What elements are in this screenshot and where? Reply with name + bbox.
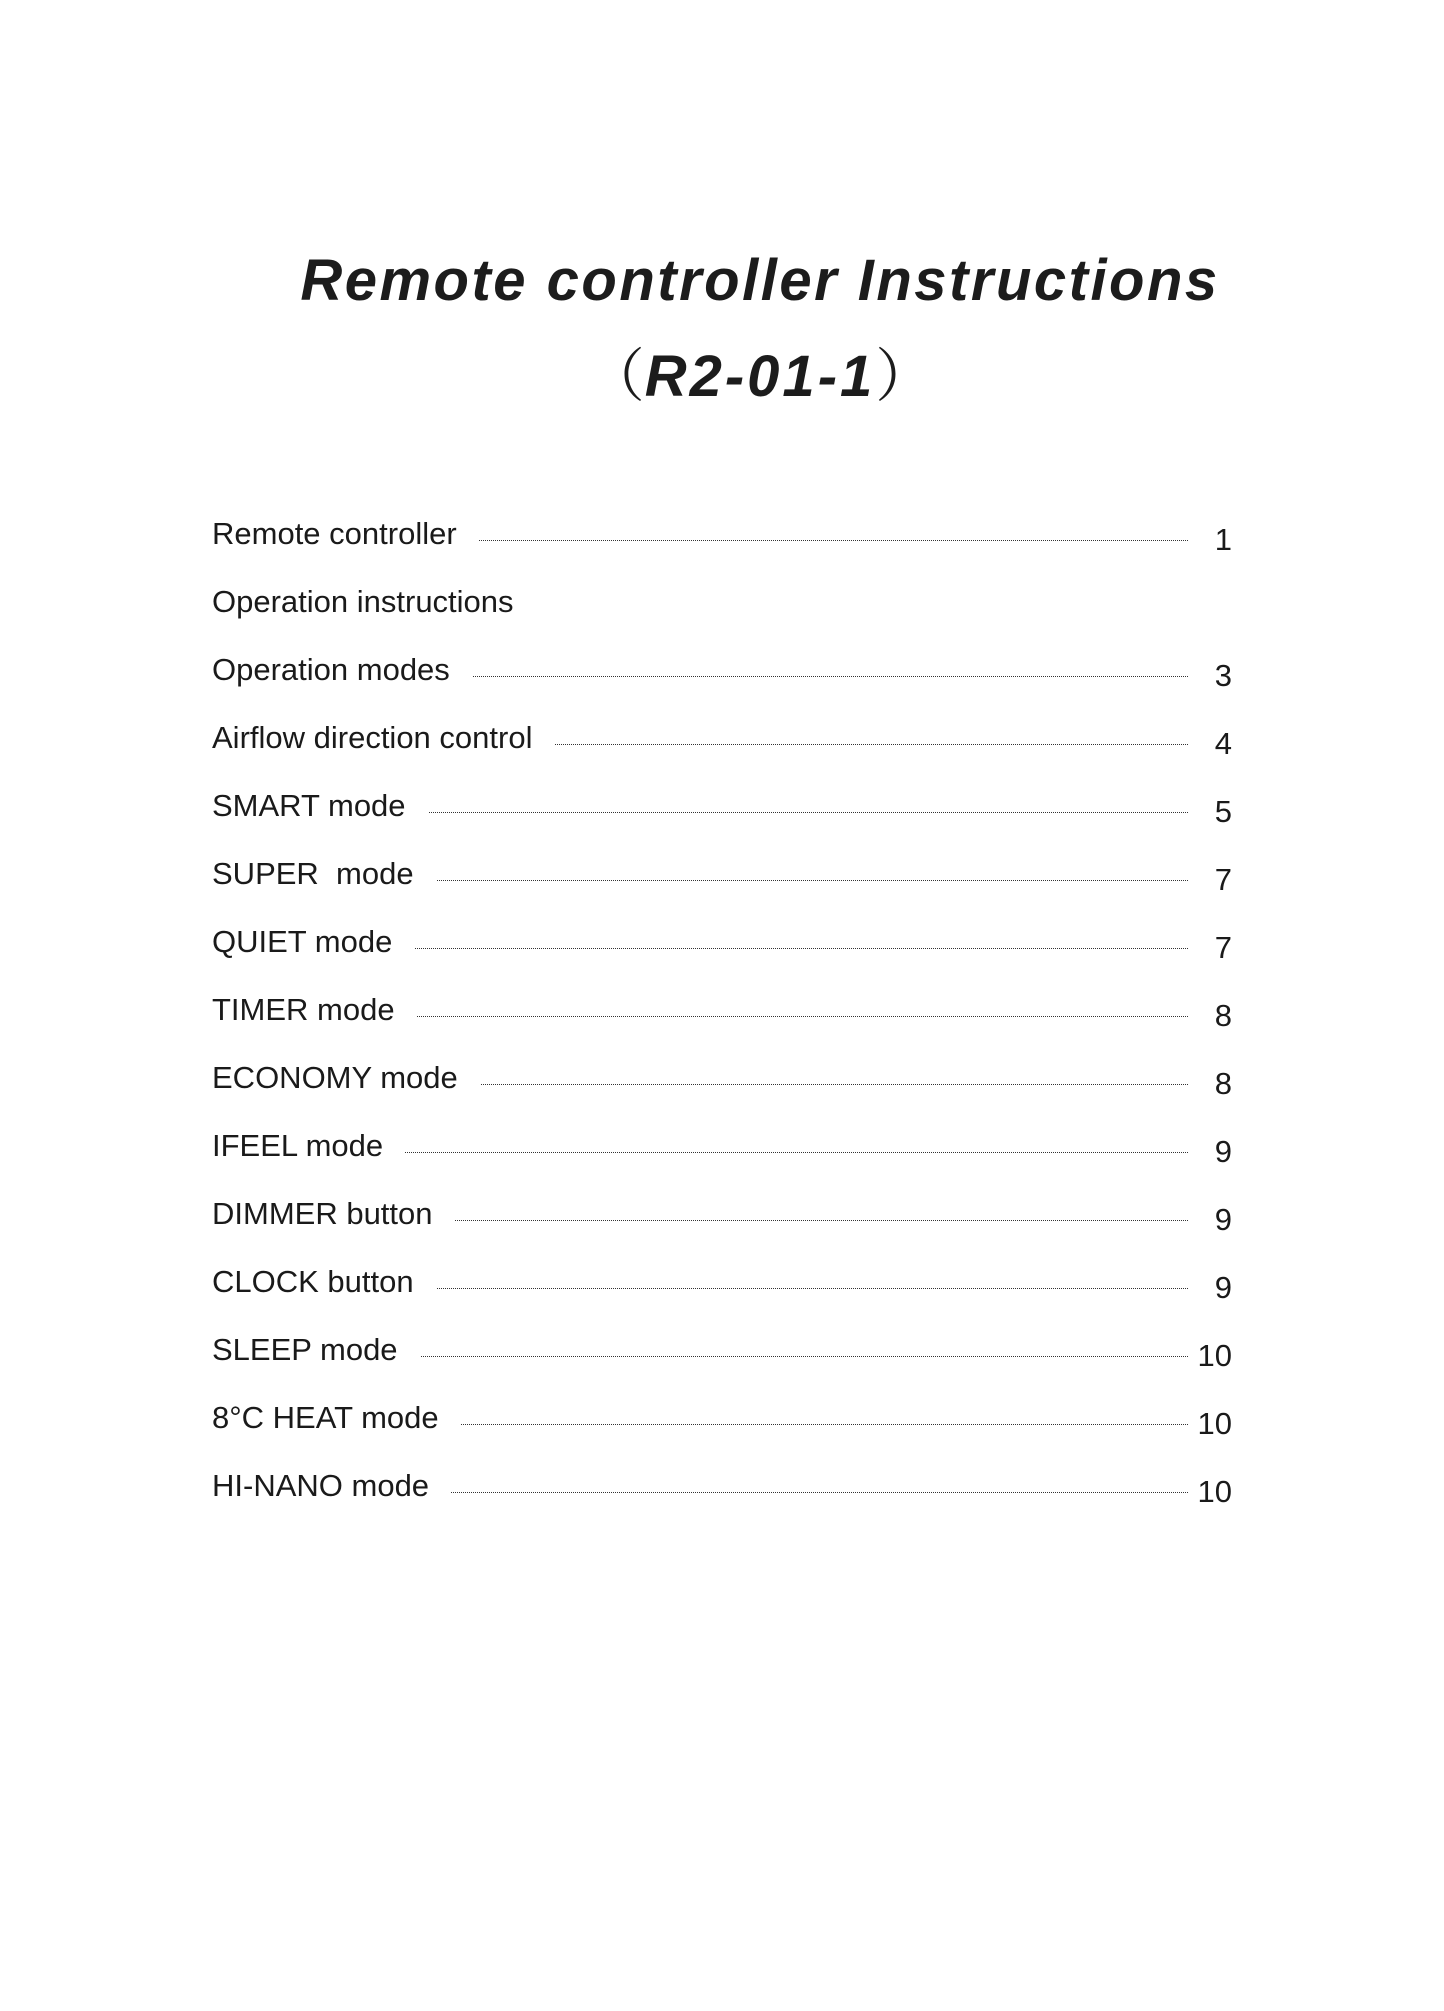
- toc-entry: [212, 1394, 1232, 1462]
- toc-entry-page: 1: [1188, 522, 1232, 558]
- toc-entry-page: 7: [1188, 862, 1232, 898]
- toc-entry-label: SUPER mode: [212, 856, 436, 892]
- toc-entry: [212, 1326, 1232, 1394]
- toc-entry-label: IFEEL mode: [212, 1128, 405, 1164]
- toc-entry-label: 8°C HEAT mode: [212, 1400, 461, 1436]
- model-code: R2-01-1: [644, 344, 876, 409]
- toc-entry: [212, 850, 1232, 918]
- toc-entry-page: 7: [1188, 930, 1232, 966]
- model-close-paren: ）: [875, 344, 934, 409]
- toc-entry: [212, 578, 1232, 646]
- toc-entry: [212, 986, 1232, 1054]
- toc-entry-page: 5: [1188, 794, 1232, 830]
- toc-entry: [212, 1122, 1232, 1190]
- toc-entry-page: 9: [1188, 1270, 1232, 1306]
- toc-entry: [212, 1054, 1232, 1122]
- toc-entry-label: Airflow direction control: [212, 720, 554, 756]
- toc-entry-page: 10: [1188, 1338, 1232, 1374]
- model-open-paren: （: [586, 344, 645, 409]
- toc-entry: [212, 1190, 1232, 1258]
- toc-entry: [212, 646, 1232, 714]
- toc-entry-label: SLEEP mode: [212, 1332, 420, 1368]
- toc-entry: [212, 510, 1232, 578]
- table-of-contents: [212, 510, 1232, 1530]
- toc-entry-label: HI-NANO mode: [212, 1468, 451, 1504]
- toc-entry-page: 4: [1188, 726, 1232, 762]
- toc-entry-label: SMART mode: [212, 788, 428, 824]
- toc-entry-page: 9: [1188, 1202, 1232, 1238]
- toc-entry-page: 3: [1188, 658, 1232, 694]
- toc-entry: [212, 1462, 1232, 1530]
- toc-entry-page: 8: [1188, 1066, 1232, 1102]
- toc-entry-label: TIMER mode: [212, 992, 417, 1028]
- toc-entry-label: QUIET mode: [212, 924, 414, 960]
- toc-entry-page: 10: [1188, 1406, 1232, 1442]
- toc-entry: [212, 782, 1232, 850]
- toc-entry-label: ECONOMY mode: [212, 1060, 480, 1096]
- toc-entry: [212, 918, 1232, 986]
- page-title: Remote controller Instructions: [300, 248, 1220, 313]
- toc-entry-label: CLOCK button: [212, 1264, 436, 1300]
- toc-entry-page: 8: [1188, 998, 1232, 1034]
- toc-entry-page: 9: [1188, 1134, 1232, 1170]
- toc-entry: [212, 714, 1232, 782]
- toc-entry-label: Operation instructions: [212, 584, 536, 620]
- toc-entry-label: DIMMER button: [212, 1196, 455, 1232]
- model-number: [0, 344, 1444, 409]
- toc-entry-label: Operation modes: [212, 652, 472, 688]
- toc-entry-page: 10: [1188, 1474, 1232, 1510]
- toc-entry: [212, 1258, 1232, 1326]
- toc-entry-label: Remote controller: [212, 516, 479, 552]
